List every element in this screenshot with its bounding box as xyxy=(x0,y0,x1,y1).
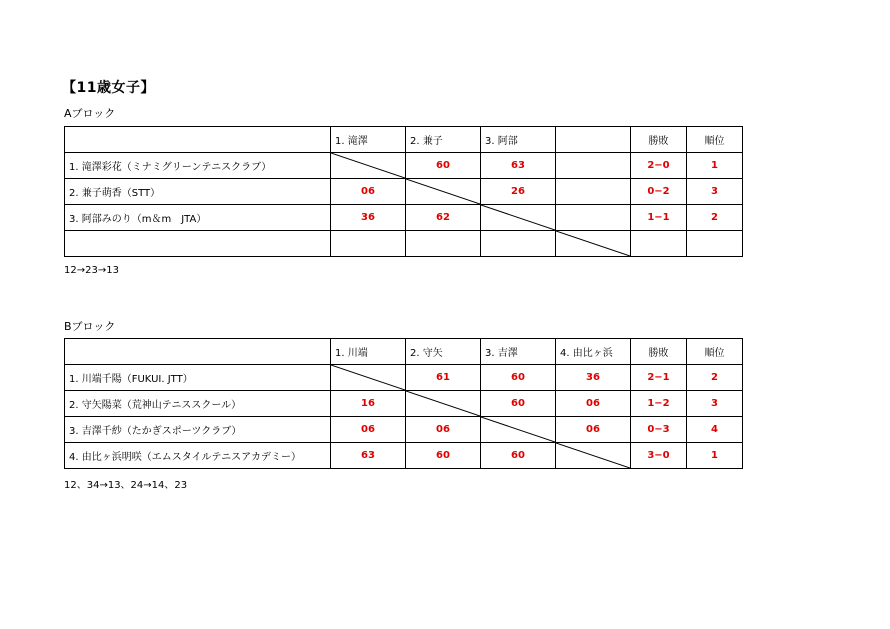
self-match-cell xyxy=(556,231,631,257)
header-cell: 4. 由比ヶ浜 xyxy=(556,339,631,365)
header-cell: 3. 阿部 xyxy=(481,127,556,153)
rank-cell: 2 xyxy=(687,365,743,391)
record-cell xyxy=(631,231,687,257)
block-a-label: Aブロック xyxy=(64,107,116,120)
score-cell: 06 xyxy=(331,417,406,443)
table-row xyxy=(65,179,743,205)
header-cell xyxy=(65,127,331,153)
score-cell: 06 xyxy=(406,417,481,443)
score-cell: 36 xyxy=(556,365,631,391)
rank-cell: 4 xyxy=(687,417,743,443)
record-cell: 2−0 xyxy=(631,153,687,179)
score-cell: 62 xyxy=(406,205,481,231)
score-cell: 16 xyxy=(331,391,406,417)
score-cell xyxy=(481,231,556,257)
score-cell xyxy=(556,153,631,179)
player-name: 4. 由比ヶ浜明咲（エムスタイルテニスアカデミー） xyxy=(65,443,331,469)
record-cell: 2−1 xyxy=(631,365,687,391)
table-row xyxy=(65,231,743,257)
header-cell xyxy=(65,339,331,365)
record-cell: 0−3 xyxy=(631,417,687,443)
block-b-table xyxy=(64,338,743,469)
header-cell: 1. 川端 xyxy=(331,339,406,365)
score-cell xyxy=(331,231,406,257)
player-name: 1. 滝澤彩花（ミナミグリーンテニスクラブ） xyxy=(65,153,331,179)
score-cell: 36 xyxy=(331,205,406,231)
table-row xyxy=(65,391,743,417)
record-cell: 0−2 xyxy=(631,179,687,205)
score-cell: 63 xyxy=(481,153,556,179)
rank-cell: 2 xyxy=(687,205,743,231)
self-match-cell xyxy=(331,153,406,179)
table-row xyxy=(65,417,743,443)
score-cell: 26 xyxy=(481,179,556,205)
header-cell xyxy=(556,127,631,153)
self-match-cell xyxy=(481,417,556,443)
header-cell: 順位 xyxy=(687,127,743,153)
score-cell xyxy=(556,205,631,231)
player-name: 1. 川端千陽（FUKUI. JTT） xyxy=(65,365,331,391)
score-cell xyxy=(556,179,631,205)
table-row xyxy=(65,153,743,179)
match-order-note: 12→23→13 xyxy=(64,265,119,276)
block-b-label: Bブロック xyxy=(64,320,116,333)
score-cell: 60 xyxy=(406,443,481,469)
self-match-cell xyxy=(331,365,406,391)
match-order-note: 12、34→13、24→14、23 xyxy=(64,480,188,491)
header-cell: 順位 xyxy=(687,339,743,365)
header-cell: 勝敗 xyxy=(631,127,687,153)
rank-cell: 1 xyxy=(687,153,743,179)
rank-cell: 1 xyxy=(687,443,743,469)
score-cell: 60 xyxy=(481,443,556,469)
self-match-cell xyxy=(556,443,631,469)
table-row xyxy=(65,365,743,391)
score-cell: 60 xyxy=(406,153,481,179)
score-cell: 63 xyxy=(331,443,406,469)
score-cell xyxy=(406,231,481,257)
header-cell: 2. 守矢 xyxy=(406,339,481,365)
table-row xyxy=(65,443,743,469)
score-cell: 61 xyxy=(406,365,481,391)
self-match-cell xyxy=(481,205,556,231)
header-row xyxy=(65,339,743,365)
player-name: 3. 阿部みのり（m＆m JTA） xyxy=(65,205,331,231)
score-cell: 06 xyxy=(556,391,631,417)
page-title: 【11歳女子】 xyxy=(62,80,155,96)
player-name xyxy=(65,231,331,257)
score-cell: 60 xyxy=(481,365,556,391)
block-a-table xyxy=(64,126,743,257)
score-cell: 06 xyxy=(556,417,631,443)
table-row xyxy=(65,205,743,231)
header-cell: 勝敗 xyxy=(631,339,687,365)
header-cell: 2. 兼子 xyxy=(406,127,481,153)
record-cell: 1−2 xyxy=(631,391,687,417)
rank-cell: 3 xyxy=(687,179,743,205)
self-match-cell xyxy=(406,391,481,417)
header-row xyxy=(65,127,743,153)
header-cell: 1. 滝澤 xyxy=(331,127,406,153)
score-cell: 60 xyxy=(481,391,556,417)
player-name: 2. 守矢陽菜（荒神山テニススクール） xyxy=(65,391,331,417)
record-cell: 3−0 xyxy=(631,443,687,469)
header-cell: 3. 吉澤 xyxy=(481,339,556,365)
player-name: 3. 吉澤千紗（たかぎスポーツクラブ） xyxy=(65,417,331,443)
self-match-cell xyxy=(406,179,481,205)
player-name: 2. 兼子萌香（STT） xyxy=(65,179,331,205)
record-cell: 1−1 xyxy=(631,205,687,231)
score-cell: 06 xyxy=(331,179,406,205)
rank-cell: 3 xyxy=(687,391,743,417)
rank-cell xyxy=(687,231,743,257)
